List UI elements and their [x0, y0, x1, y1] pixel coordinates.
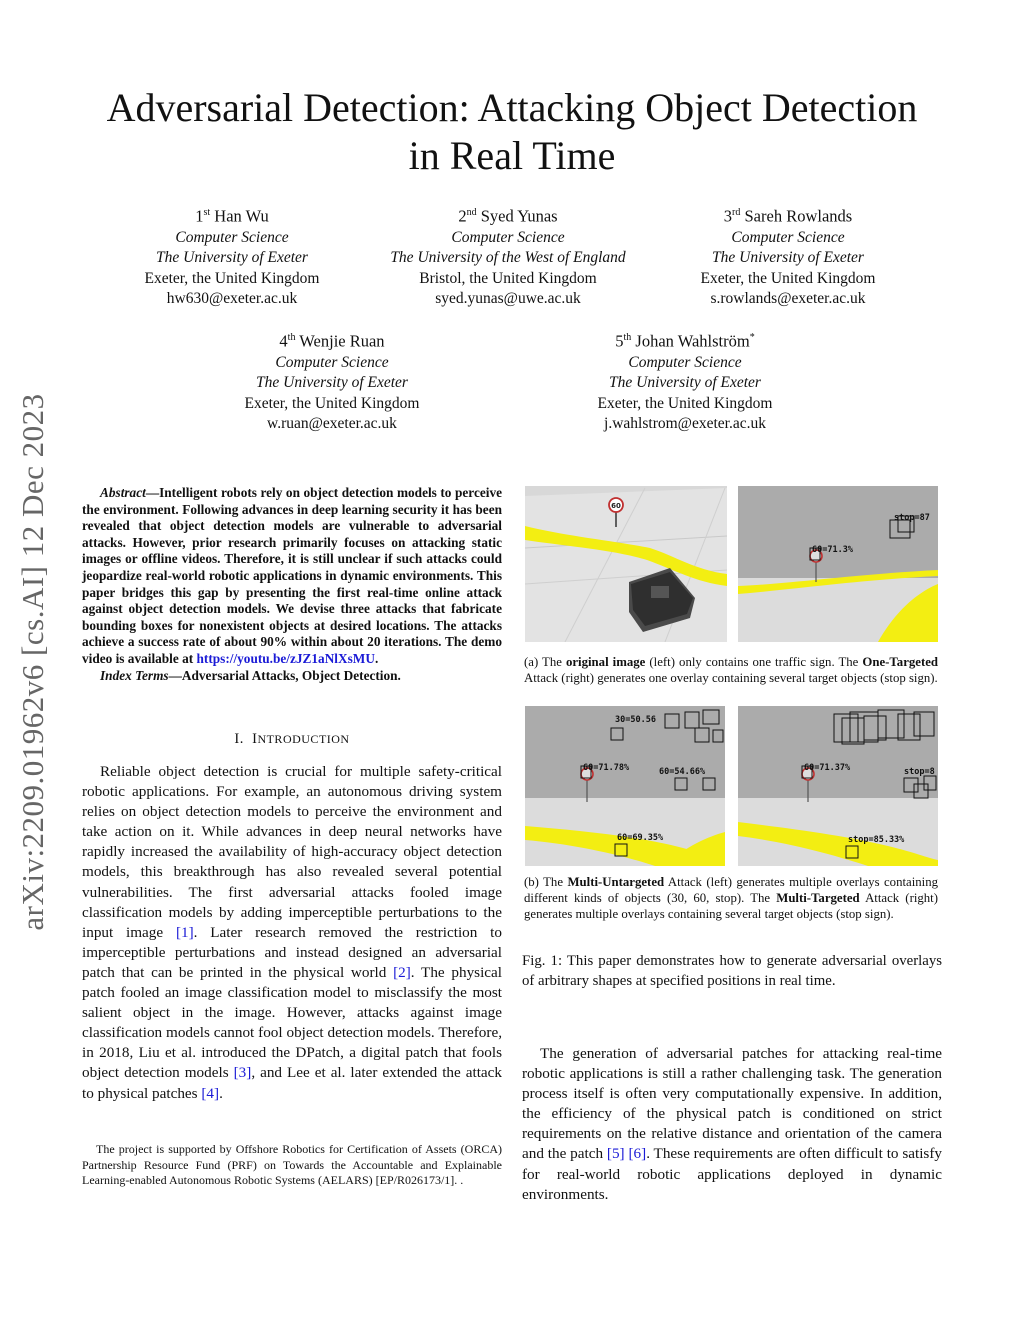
abstract: Abstract—Intelligent robots rely on object detection models to perceive the environment. Following advances in deep learning security it has been revealed that object detection models are vulnerable to adversarial attacks. However, prior research primarily focuses on attacking static images or offline videos. Therefore, it is still unclear if such attacks could jeopardize real-world robotic applications in dynamic environments. This paper bridges this gap by presenting the first real-time online attack against object detection models. We devise three attacks that fabricate bounding boxes for nonexistent objects at desired locations. The attacks achieve a success rate of about 90% within about 20 iterations. The demo video is available at https://youtu.be/zJZ1aNlXsMU. Index Terms—Adversarial Attacks, Object Detection.	[82, 485, 502, 683]
overlay-label: 60=54.66%	[659, 767, 706, 777]
figure-a-one-targeted-image	[738, 486, 938, 642]
figure-b-caption: (b) The Multi-Untargeted Attack (left) generates multiple overlays containing different kinds of objects (30, 60, stop). The Multi-Targeted Attack (right) generates multiple overlays containing several target objects (stop sign).	[524, 875, 939, 922]
citation-3[interactable]: [3]	[233, 1064, 252, 1082]
demo-video-link[interactable]: https://youtu.be/zJZ1aNlXsMU	[196, 650, 375, 666]
citation-5[interactable]: [5]	[606, 1145, 625, 1163]
overlay-label: 60=69.35%	[617, 833, 664, 843]
index-terms-label: Index Terms	[100, 667, 169, 683]
index-terms-text: Adversarial Attacks, Object Detection.	[181, 667, 401, 683]
author-email: w.ruan@exeter.ac.uk	[267, 415, 397, 432]
overlay-label: 60=71.78%	[583, 763, 630, 773]
author-email: syed.yunas@uwe.ac.uk	[435, 290, 581, 307]
author-name: Han Wu	[214, 206, 269, 226]
overlay-label: 60=71.37%	[804, 763, 851, 773]
author-name: Johan Wahlström	[635, 331, 750, 351]
author-name: Sareh Rowlands	[744, 206, 853, 226]
author-block-5: 5th Johan Wahlström* Computer Science The University of Exeter Exeter, the United Kingdom j.wahlstrom@exeter.ac.uk	[565, 327, 805, 435]
abstract-label: Abstract	[100, 485, 146, 500]
figure-a-caption: (a) The original image (left) only contains one traffic sign. The One-Targeted Attack (right) generates one overlay containing several target objects (stop sign).	[524, 655, 939, 686]
overlay-label: stop=85.33%	[848, 835, 905, 845]
citation-4[interactable]: [4]	[201, 1084, 220, 1102]
overlay-label: 60=71.3%	[812, 545, 853, 555]
citation-2[interactable]: [2]	[393, 963, 411, 981]
author-block-3: 3rd Sareh Rowlands Computer Science The University of Exeter Exeter, the United Kingdom s.rowlands@exeter.ac.uk	[668, 202, 908, 310]
overlay-label: stop=87	[894, 513, 930, 523]
author-name: Syed Yunas	[480, 206, 558, 226]
title-line-1: Adversarial Detection: Attacking Object Detection	[106, 85, 918, 130]
right-column-paragraph: The generation of adversarial patches for attacking real-time robotic applications is still a rather challenging task. The generation process itself is often very computationally expensive. In addition, the efficiency of the physical patch is conditioned on strict requirements on the relative distance and orientation of the camera and the patch [5] [6]. These requirements are often difficult to satisfy for real-world robotic applications deployed in dynamic environments.	[522, 1045, 942, 1203]
author-name: Wenjie Ruan	[299, 331, 385, 351]
paper-title	[80, 84, 944, 180]
figure-1-caption: Fig. 1: This paper demonstrates how to generate adversarial overlays of arbitrary shapes at specified positions in real time.	[522, 953, 942, 989]
section-heading: I. INTRODUCTION	[234, 731, 350, 747]
author-email: hw630@exeter.ac.uk	[166, 290, 298, 307]
figure-b-multi-targeted-image	[738, 706, 938, 866]
author-block-2: 2nd Syed Yunas Computer Science The University of the West of England Bristol, the United Kingdom syed.yunas@uwe.ac.uk	[362, 202, 654, 310]
figure-a-original-image	[525, 486, 727, 642]
speed-sign-label: 60	[611, 502, 621, 510]
title-line-2: in Real Time	[408, 133, 616, 178]
citation-1[interactable]: [1]	[175, 923, 194, 941]
intro-paragraph: Reliable object detection is crucial for multiple safety-critical robotic applications. For example, an autonomous driving system relies on object detection models to perceive the environment and take action on it. While advances in deep neural networks have rapidly increased the availability of high-accuracy object detection models, this breakthrough has also revealed several potential vulnerabilities. The first adversarial attacks fooled image classification models by adding imperceptible perturbations to the input image [1]. Later research removed the restriction to imperceptible perturbations and instead designed an adversarial patch that can be printed in the physical world [2]. The physical patch fooled an image classification model to misclassify the most salient object in the image. However, attacks against image classification models cannot fool object detection models. Therefore, in 2018, Liu et al. introduced the DPatch, a digital patch that fools object detection models [3], and Lee et al. later extended the attack to physical patches [4].	[82, 763, 503, 1102]
abstract-text: Intelligent robots rely on object detection models to perceive the environment. Following advances in deep learning security it has been revealed that object detection models are vulnerable to adversarial attacks. However, prior research primarily focuses on attacking static images or offline videos. Therefore, it is still unclear if such attacks could jeopardize real-world robotic applications in dynamic environments. This paper bridges this gap by presenting the first real-time online attack against object detection models. We devise three attacks that fabricate bounding boxes for nonexistent objects at desired locations. The attacks achieve a success rate of about 90% within about 20 iterations. The demo video is available at	[82, 485, 502, 666]
citation-6[interactable]: [6]	[628, 1145, 647, 1163]
figure-b-multi-untargeted-image	[525, 706, 725, 866]
overlay-label: 30=50.56	[615, 715, 656, 725]
author-email: j.wahlstrom@exeter.ac.uk	[604, 415, 766, 432]
arxiv-identifier: arXiv:2209.01962v6 [cs.AI] 12 Dec 2023	[15, 393, 50, 931]
author-block-1: 1st Han Wu Computer Science The University of Exeter Exeter, the United Kingdom hw630@exeter.ac.uk	[112, 202, 352, 310]
footnote: The project is supported by Offshore Robotics for Certification of Assets (ORCA) Partnership Resource Fund (PRF) on Towards the Accountable and Explainable Learning-enabled Autonomous Robotic Systems (AELARS) [EP/R026173/1]. .	[82, 1142, 502, 1187]
author-email: s.rowlands@exeter.ac.uk	[710, 290, 866, 307]
overlay-label: stop=8	[904, 767, 935, 777]
author-block-4: 4th Wenjie Ruan Computer Science The University of Exeter Exeter, the United Kingdom w.ruan@exeter.ac.uk	[212, 327, 452, 435]
